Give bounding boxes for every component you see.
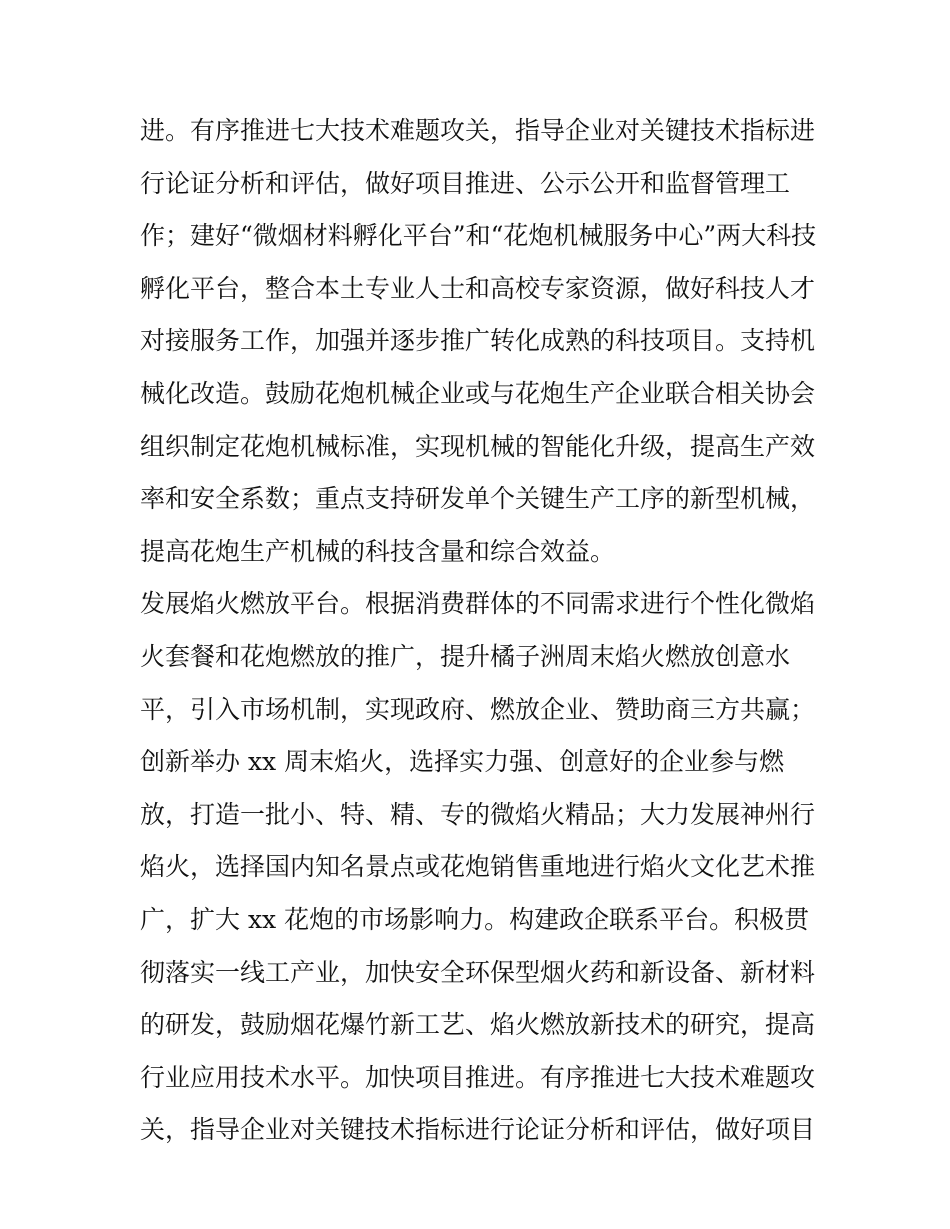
text-line-12: 平，引入市场机制，实现政府、燃放企业、赞助商三方共赢；	[140, 694, 816, 724]
text-line-5: 对接服务工作，加强并逐步推广转化成熟的科技项目。支持机	[140, 326, 816, 356]
text-line-19: 行业应用技术水平。加快项目推进。有序推进七大技术难题攻	[140, 1062, 816, 1092]
text-line-11: 火套餐和花炮燃放的推广，提升橘子洲周末焰火燃放创意水	[140, 641, 791, 671]
text-line-6: 械化改造。鼓励花炮机械企业或与花炮生产企业联合相关协会	[140, 378, 816, 408]
text-line-3: 作；建好“微烟材料孵化平台”和“花炮机械服务中心”两大科技	[140, 221, 817, 251]
text-line-7: 组织制定花炮机械标准，实现机械的智能化升级，提高生产效	[140, 431, 816, 461]
text-line-10: 发展焰火燃放平台。根据消费群体的不同需求进行个性化微焰	[140, 589, 816, 619]
text-line-16: 广，扩大 xx 花炮的市场影响力。构建政企联系平台。积极贯	[140, 904, 810, 934]
text-line-18: 的研发，鼓励烟花爆竹新工艺、焰火燃放新技术的研究，提高	[140, 1010, 816, 1040]
text-line-20: 关，指导企业对关键技术指标进行论证分析和评估，做好项目	[140, 1115, 816, 1145]
text-line-8: 率和安全系数；重点支持研发单个关键生产工序的新型机械，	[140, 484, 816, 514]
text-line-14: 放，打造一批小、特、精、专的微焰火精品；大力发展神州行	[140, 799, 816, 829]
text-line-13: 创新举办 xx 周末焰火，选择实力强、创意好的企业参与燃	[140, 747, 785, 777]
text-line-15: 焰火，选择国内知名景点或花炮销售重地进行焰火文化艺术推	[140, 852, 816, 882]
text-line-17: 彻落实一线工产业，加快安全环保型烟火药和新设备、新材料	[140, 957, 816, 987]
text-line-4: 孵化平台，整合本土专业人士和高校专家资源，做好科技人才	[140, 273, 816, 303]
body-text	[140, 105, 820, 1157]
text-line-1: 进。有序推进七大技术难题攻关，指导企业对关键技术指标进	[140, 116, 816, 145]
text-line-9: 提高花炮生产机械的科技含量和综合效益。	[140, 536, 616, 566]
text-line-2: 行论证分析和评估，做好项目推进、公示公开和监督管理工	[140, 168, 791, 198]
